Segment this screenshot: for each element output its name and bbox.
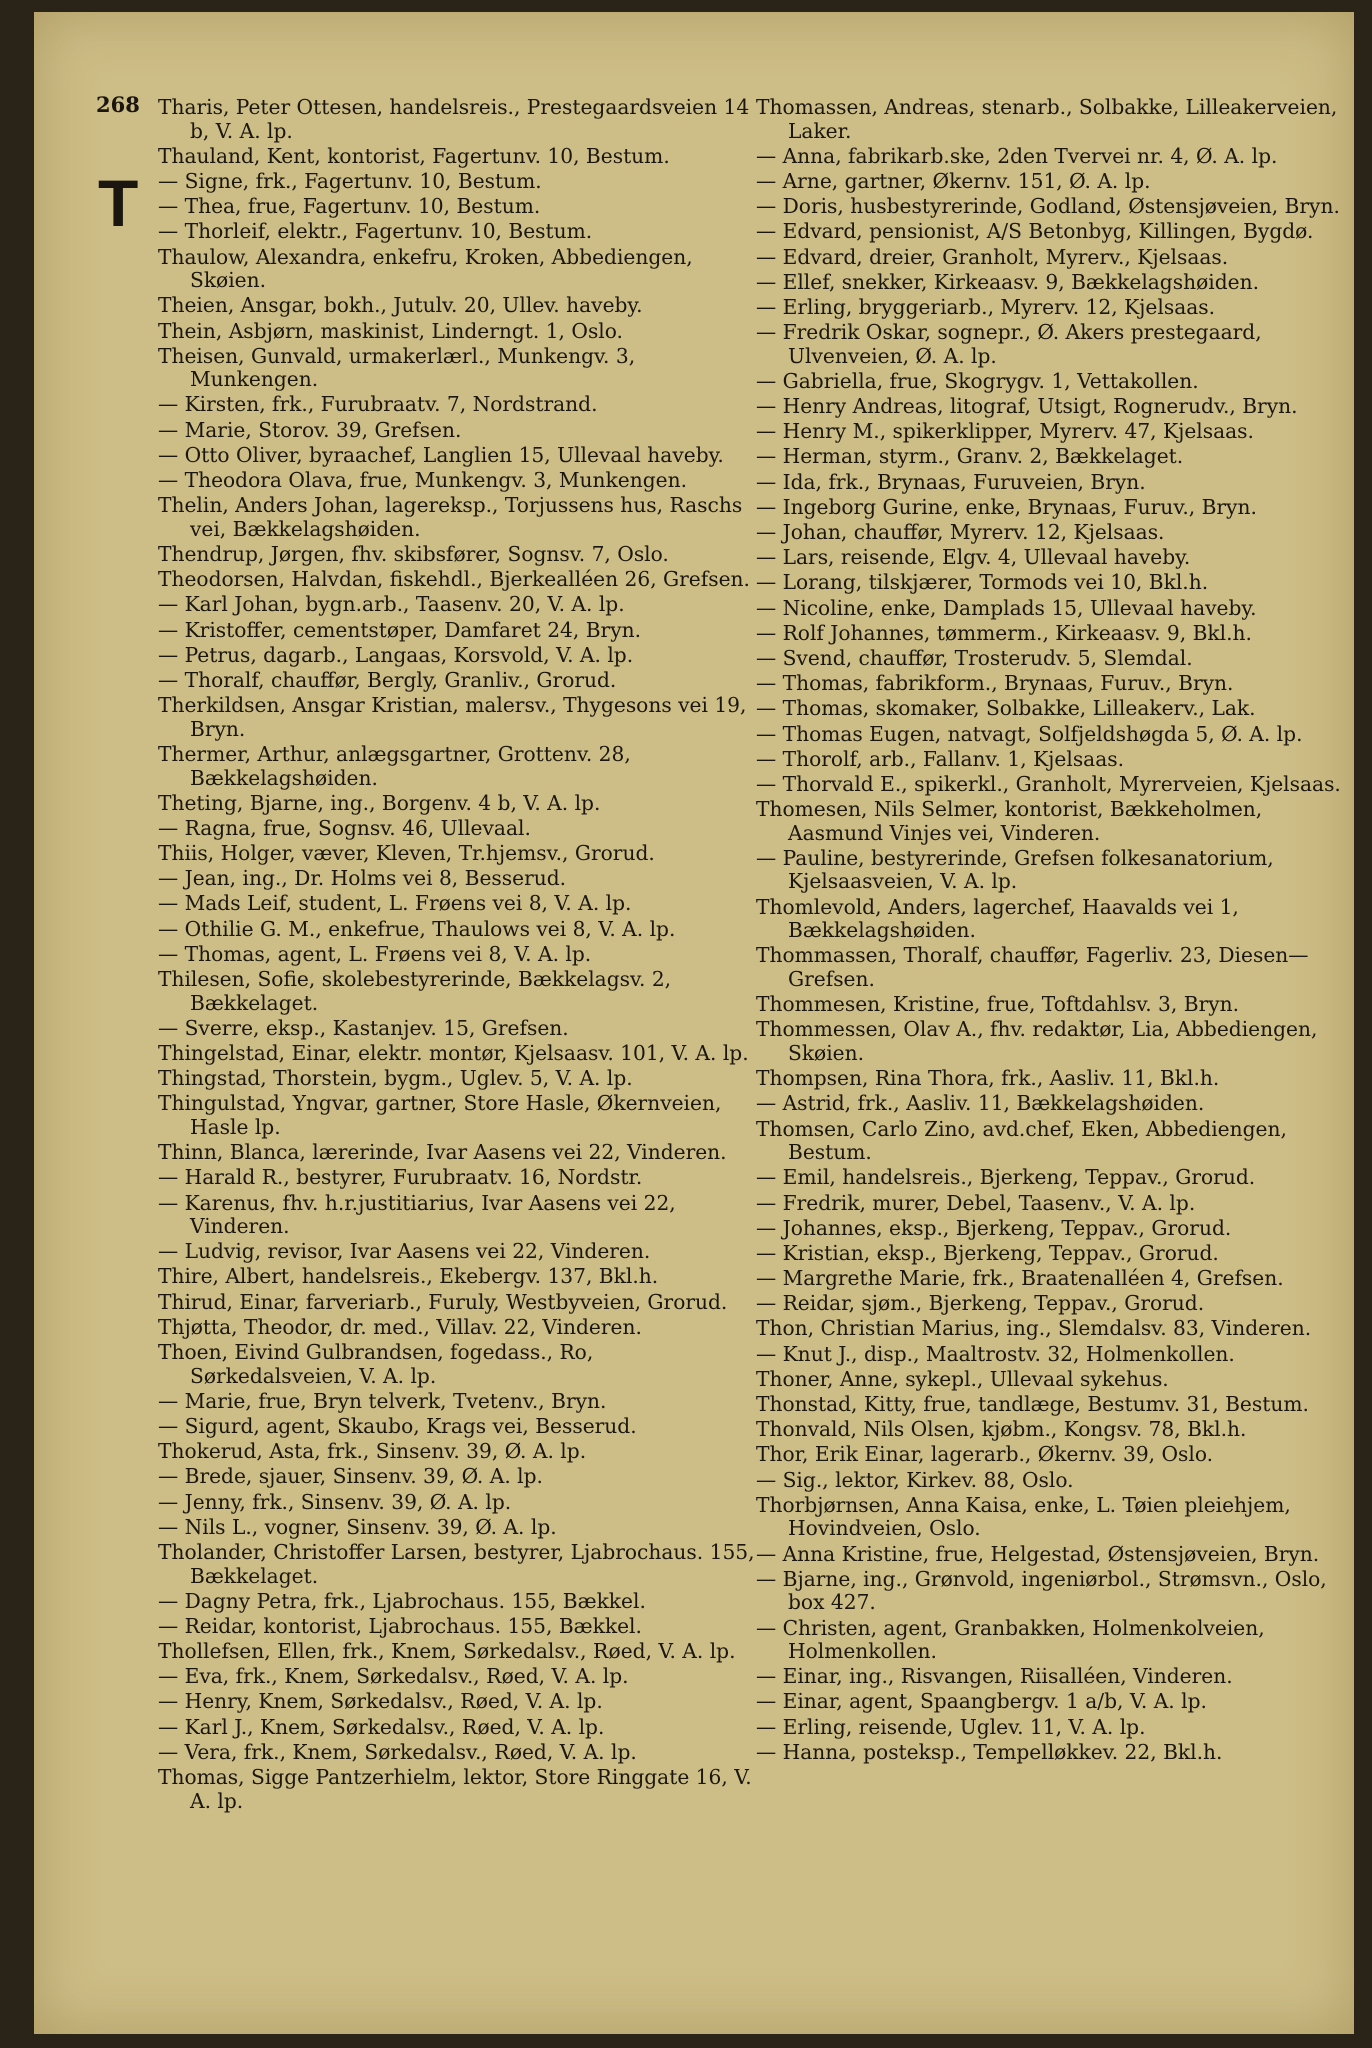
directory-entry: Thjøtta, Theodor, dr. med., Villav. 22, Vinderen.	[158, 1314, 642, 1339]
directory-entry: Tholander, Christoffer Larsen, bestyrer, Ljabrochaus. 155, Bækkelaget.	[158, 1539, 755, 1588]
directory-entry: — Erling, reisende, Uglev. 11, V. A. lp.	[756, 1714, 1146, 1739]
directory-entry: Thommesen, Kristine, frue, Toftdahlsv. 3, Bryn.	[756, 992, 1240, 1017]
directory-entry: — Kristoffer, cementstøper, Damfaret 24, Bryn.	[158, 617, 642, 642]
directory-entry: Thorbjørnsen, Anna Kaisa, enke, L. Tøien pleiehjem, Hovindveien, Oslo.	[756, 1492, 1291, 1541]
directory-entry: — Nils L., vogner, Sinsenv. 39, Ø. A. lp.	[158, 1514, 557, 1539]
directory-entry: — Johan, chauffør, Myrerv. 12, Kjelsaas.	[756, 520, 1165, 544]
directory-entry: Thendrup, Jørgen, fhv. skibsfører, Sognsv. 7, Oslo.	[158, 542, 669, 566]
directory-entry: — Othilie G. M., enkefrue, Thaulows vei 8, V. A. lp.	[158, 916, 676, 941]
directory-entry: — Theodora Olava, frue, Munkengv. 3, Munkengen.	[158, 468, 688, 493]
directory-entry: — Karl Johan, bygn.arb., Taasenv. 20, V. A. lp.	[158, 592, 625, 617]
directory-entry: — Arne, gartner, Økernv. 151, Ø. A. lp.	[756, 168, 1151, 193]
directory-entry: — Ellef, snekker, Kirkeaasv. 9, Bækkelagshøiden.	[756, 269, 1259, 294]
directory-entry: — Einar, ing., Risvangen, Riisalléen, Vinderen.	[756, 1664, 1233, 1689]
directory-entry: Thomassen, Andreas, stenarb., Solbakke, Lilleakerveien, Laker.	[756, 95, 1338, 143]
directory-entry: Thommassen, Thoralf, chauffør, Fagerliv. 23, Diesen—Grefsen.	[756, 943, 1309, 991]
directory-entry: — Petrus, dagarb., Langaas, Korsvold, V. A. lp.	[158, 642, 634, 667]
directory-entry: — Karl J., Knem, Sørkedalsv., Røed, V. A. lp.	[158, 1714, 605, 1739]
directory-entry: Theien, Ansgar, bokh., Jutulv. 20, Ullev. haveby.	[158, 293, 643, 318]
directory-entry: — Thomas Eugen, natvagt, Solfjeldshøgda 5, Ø. A. lp.	[756, 721, 1303, 746]
directory-entry: — Henry M., spikerklipper, Myrerv. 47, Kjelsaas.	[756, 419, 1254, 444]
directory-entry: — Bjarne, ing., Grønvold, ingeniørbol., Strømsvn., Oslo, box 427.	[756, 1566, 1327, 1615]
left-column	[158, 96, 758, 1815]
directory-entry: — Thorvald E., spikerkl., Granholt, Myrerveien, Kjelsaas.	[756, 771, 1341, 796]
directory-entry: Thoen, Eivind Gulbrandsen, fogedass., Ro, Sørkedalsveien, V. A. lp.	[158, 1340, 594, 1388]
directory-entry: Thonstad, Kitty, frue, tandlæge, Bestumv. 31, Bestum.	[756, 1392, 1309, 1416]
directory-entry: Thonvald, Nils Olsen, kjøbm., Kongsv. 78, Bkl.h.	[756, 1417, 1247, 1442]
directory-entry: Thauland, Kent, kontorist, Fagertunv. 10, Bestum.	[158, 143, 670, 168]
section-letter: T	[98, 166, 139, 240]
directory-entry: — Jean, ing., Dr. Holms vei 8, Besserud.	[158, 866, 567, 891]
right-column	[756, 96, 1346, 1766]
directory-entry: — Emil, handelsreis., Bjerkeng, Teppav., Grorud.	[756, 1165, 1256, 1190]
directory-entry: Thire, Albert, handelsreis., Ekebergv. 137, Bkl.h.	[158, 1264, 659, 1289]
directory-entry: — Jenny, frk., Sinsenv. 39, Ø. A. lp.	[158, 1489, 512, 1514]
directory-entry: Theisen, Gunvald, urmakerlærl., Munkengv. 3, Munkengen.	[158, 343, 636, 392]
directory-entry: — Hanna, posteksp., Tempelløkkev. 22, Bkl.h.	[756, 1739, 1223, 1764]
directory-entry: Thommessen, Olav A., fhv. redaktør, Lia, Abbediengen, Skøien.	[756, 1017, 1318, 1065]
directory-entry: Thomsen, Carlo Zino, avd.chef, Eken, Abbediengen, Bestum.	[756, 1116, 1287, 1165]
directory-entry: Thiis, Holger, væver, Kleven, Tr.hjemsv., Grorud.	[158, 841, 655, 866]
directory-entry: Thirud, Einar, farveriarb., Furuly, Westbyveien, Grorud.	[158, 1289, 728, 1314]
directory-entry: — Erling, bryggeriarb., Myrerv. 12, Kjelsaas.	[756, 294, 1216, 319]
directory-entry: Thomlevold, Anders, lagerchef, Haavalds vei 1, Bækkelagshøiden.	[756, 894, 1239, 943]
directory-entry: — Rolf Johannes, tømmerm., Kirkeaasv. 9, Bkl.h.	[756, 620, 1252, 645]
directory-entry: Thoner, Anne, sykepl., Ullevaal sykehus.	[756, 1366, 1169, 1391]
directory-entry: Theodorsen, Halvdan, fiskehdl., Bjerkealléen 26, Grefsen.	[158, 567, 750, 592]
directory-entry: — Harald R., bestyrer, Furubraatv. 16, Nordstr.	[158, 1165, 643, 1190]
directory-entry: — Svend, chauffør, Trosterudv. 5, Slemdal.	[756, 645, 1193, 670]
directory-entry: Thor, Erik Einar, lagerarb., Økernv. 39, Oslo.	[756, 1442, 1214, 1467]
directory-entry: — Signe, frk., Fagertunv. 10, Bestum.	[158, 168, 542, 193]
directory-entry: Thermer, Arthur, anlægsgartner, Grottenv. 28, Bækkelagshøiden.	[158, 741, 631, 790]
directory-entry: — Thomas, skomaker, Solbakke, Lilleakerv., Lak.	[756, 696, 1256, 721]
directory-entry: Thingelstad, Einar, elektr. montør, Kjelsaasv. 101, V. A. lp.	[158, 1040, 749, 1065]
directory-entry: — Thoralf, chauffør, Bergly, Granliv., Grorud.	[158, 667, 617, 692]
directory-entry: — Eva, frk., Knem, Sørkedalsv., Røed, V. A. lp.	[158, 1664, 629, 1689]
directory-entry: — Ragna, frue, Sognsv. 46, Ullevaal.	[158, 815, 531, 840]
directory-entry: Thein, Asbjørn, maskinist, Linderngt. 1, Oslo.	[158, 318, 623, 343]
directory-entry: — Thorolf, arb., Fallanv. 1, Kjelsaas.	[756, 746, 1125, 771]
directory-entry: Tharis, Peter Ottesen, handelsreis., Prestegaardsveien 14 b, V. A. lp.	[158, 95, 750, 143]
directory-entry: Thelin, Anders Johan, lagereksp., Torjussens hus, Raschs vei, Bækkelagshøiden.	[158, 493, 743, 541]
directory-entry: — Thea, frue, Fagertunv. 10, Bestum.	[158, 194, 541, 219]
directory-entry: Thilesen, Sofie, skolebestyrerinde, Bækkelagsv. 2, Bækkelaget.	[158, 967, 672, 1015]
directory-entry: — Sigurd, agent, Skaubo, Krags vei, Besserud.	[158, 1414, 637, 1438]
directory-entry: — Sverre, eksp., Kastanjev. 15, Grefsen.	[158, 1015, 569, 1040]
directory-entry: Thokerud, Asta, frk., Sinsenv. 39, Ø. A. lp.	[158, 1439, 587, 1464]
directory-entry: Thingstad, Thorstein, bygm., Uglev. 5, V. A. lp.	[158, 1066, 633, 1091]
directory-entry: — Einar, agent, Spaangbergv. 1 a/b, V. A. lp.	[756, 1689, 1207, 1714]
directory-entry: — Henry Andreas, litograf, Utsigt, Rognerudv., Bryn.	[756, 394, 1298, 419]
directory-entry: Thingulstad, Yngvar, gartner, Store Hasle, Økernveien, Hasle lp.	[158, 1091, 722, 1139]
directory-entry: — Dagny Petra, frk., Ljabrochaus. 155, Bækkel.	[158, 1588, 646, 1613]
directory-entry: — Pauline, bestyrerinde, Grefsen folkesanatorium, Kjelsaasveien, V. A. lp.	[756, 845, 1274, 894]
directory-entry: Thon, Christian Marius, ing., Slemdalsv. 83, Vinderen.	[756, 1316, 1312, 1341]
directory-page	[34, 12, 1354, 2034]
directory-entry: — Lorang, tilskjærer, Tormods vei 10, Bkl.h.	[756, 570, 1209, 595]
directory-entry: — Herman, styrm., Granv. 2, Bækkelaget.	[756, 444, 1184, 469]
directory-entry: — Sig., lektor, Kirkev. 88, Oslo.	[756, 1467, 1074, 1492]
directory-entry: — Vera, frk., Knem, Sørkedalsv., Røed, V. A. lp.	[158, 1739, 637, 1764]
directory-entry: — Nicoline, enke, Damplads 15, Ullevaal haveby.	[756, 595, 1257, 620]
directory-entry: — Fredrik, murer, Debel, Taasenv., V. A. lp.	[756, 1190, 1196, 1215]
directory-entry: Theting, Bjarne, ing., Borgenv. 4 b, V. A. lp.	[158, 790, 601, 815]
directory-entry: — Lars, reisende, Elgv. 4, Ullevaal haveby.	[756, 545, 1191, 570]
directory-entry: — Thomas, fabrikform., Brynaas, Furuv., Bryn.	[756, 671, 1234, 696]
directory-entry: Thompsen, Rina Thora, frk., Aasliv. 11, Bkl.h.	[756, 1066, 1220, 1091]
directory-entry: Thinn, Blanca, lærerinde, Ivar Aasens vei 22, Vinderen.	[158, 1140, 727, 1165]
directory-entry: — Thomas, agent, L. Frøens vei 8, V. A. lp.	[158, 941, 592, 966]
directory-entry: Thomesen, Nils Selmer, kontorist, Bækkeholmen, Aasmund Vinjes vei, Vinderen.	[756, 797, 1263, 845]
directory-entry: — Edvard, dreier, Granholt, Myrerv., Kjelsaas.	[756, 244, 1229, 269]
directory-entry: — Marie, Storov. 39, Grefsen.	[158, 417, 462, 442]
directory-entry: Thaulow, Alexandra, enkefru, Kroken, Abbediengen, Skøien.	[158, 244, 693, 293]
directory-entry: — Kirsten, frk., Furubraatv. 7, Nordstrand.	[158, 392, 598, 417]
directory-entry: — Gabriella, frue, Skogrygv. 1, Vettakollen.	[756, 368, 1199, 393]
directory-entry: — Ludvig, revisor, Ivar Aasens vei 22, Vinderen.	[158, 1239, 651, 1264]
directory-entry: — Karenus, fhv. h.r.justitiarius, Ivar Aasens vei 22, Vinderen.	[158, 1190, 676, 1239]
directory-entry: — Edvard, pensionist, A/S Betonbyg, Killingen, Bygdø.	[756, 219, 1314, 244]
directory-entry: — Ida, frk., Brynaas, Furuveien, Bryn.	[756, 469, 1146, 494]
directory-entry: Thomas, Sigge Pantzerhielm, lektor, Store Ringgate 16, V. A. lp.	[158, 1765, 752, 1813]
directory-entry: — Henry, Knem, Sørkedalsv., Røed, V. A. lp.	[158, 1689, 603, 1714]
directory-entry: — Fredrik Oskar, sognepr., Ø. Akers prestegaard, Ulvenveien, Ø. A. lp.	[756, 320, 1262, 368]
directory-entry: — Reidar, sjøm., Bjerkeng, Teppav., Grorud.	[756, 1291, 1205, 1316]
directory-entry: — Brede, sjauer, Sinsenv. 39, Ø. A. lp.	[158, 1464, 543, 1489]
directory-entry: Therkildsen, Ansgar Kristian, malersv., Thygesons vei 19, Bryn.	[158, 693, 747, 741]
directory-entry: — Christen, agent, Granbakken, Holmenkolveien, Holmenkollen.	[756, 1615, 1265, 1664]
directory-entry: — Marie, frue, Bryn telverk, Tvetenv., Bryn.	[158, 1388, 607, 1413]
directory-entry: — Reidar, kontorist, Ljabrochaus. 155, Bækkel.	[158, 1613, 642, 1638]
directory-entry: — Thorleif, elektr., Fagertunv. 10, Bestum.	[158, 219, 593, 244]
directory-entry: — Knut J., disp., Maaltrostv. 32, Holmenkollen.	[756, 1341, 1235, 1366]
page-number: 268	[96, 92, 140, 117]
directory-entry: — Johannes, eksp., Bjerkeng, Teppav., Grorud.	[756, 1215, 1232, 1240]
directory-entry: — Margrethe Marie, frk., Braatenalléen 4, Grefsen.	[756, 1266, 1284, 1291]
directory-entry: — Ingeborg Gurine, enke, Brynaas, Furuv., Bryn.	[756, 494, 1257, 519]
directory-entry: — Doris, husbestyrerinde, Godland, Østensjøveien, Bryn.	[756, 194, 1340, 219]
directory-entry: — Astrid, frk., Aasliv. 11, Bækkelagshøiden.	[756, 1091, 1205, 1116]
directory-entry: Thollefsen, Ellen, frk., Knem, Sørkedalsv., Røed, V. A. lp.	[158, 1639, 736, 1664]
directory-entry: — Anna, fabrikarb.ske, 2den Tvervei nr. 4, Ø. A. lp.	[756, 143, 1278, 168]
directory-entry: — Otto Oliver, byraachef, Langlien 15, Ullevaal haveby.	[158, 442, 724, 467]
directory-entry: — Kristian, eksp., Bjerkeng, Teppav., Grorud.	[756, 1240, 1219, 1265]
directory-entry: — Anna Kristine, frue, Helgestad, Østensjøveien, Bryn.	[756, 1541, 1320, 1566]
directory-entry: — Mads Leif, student, L. Frøens vei 8, V. A. lp.	[158, 891, 632, 916]
